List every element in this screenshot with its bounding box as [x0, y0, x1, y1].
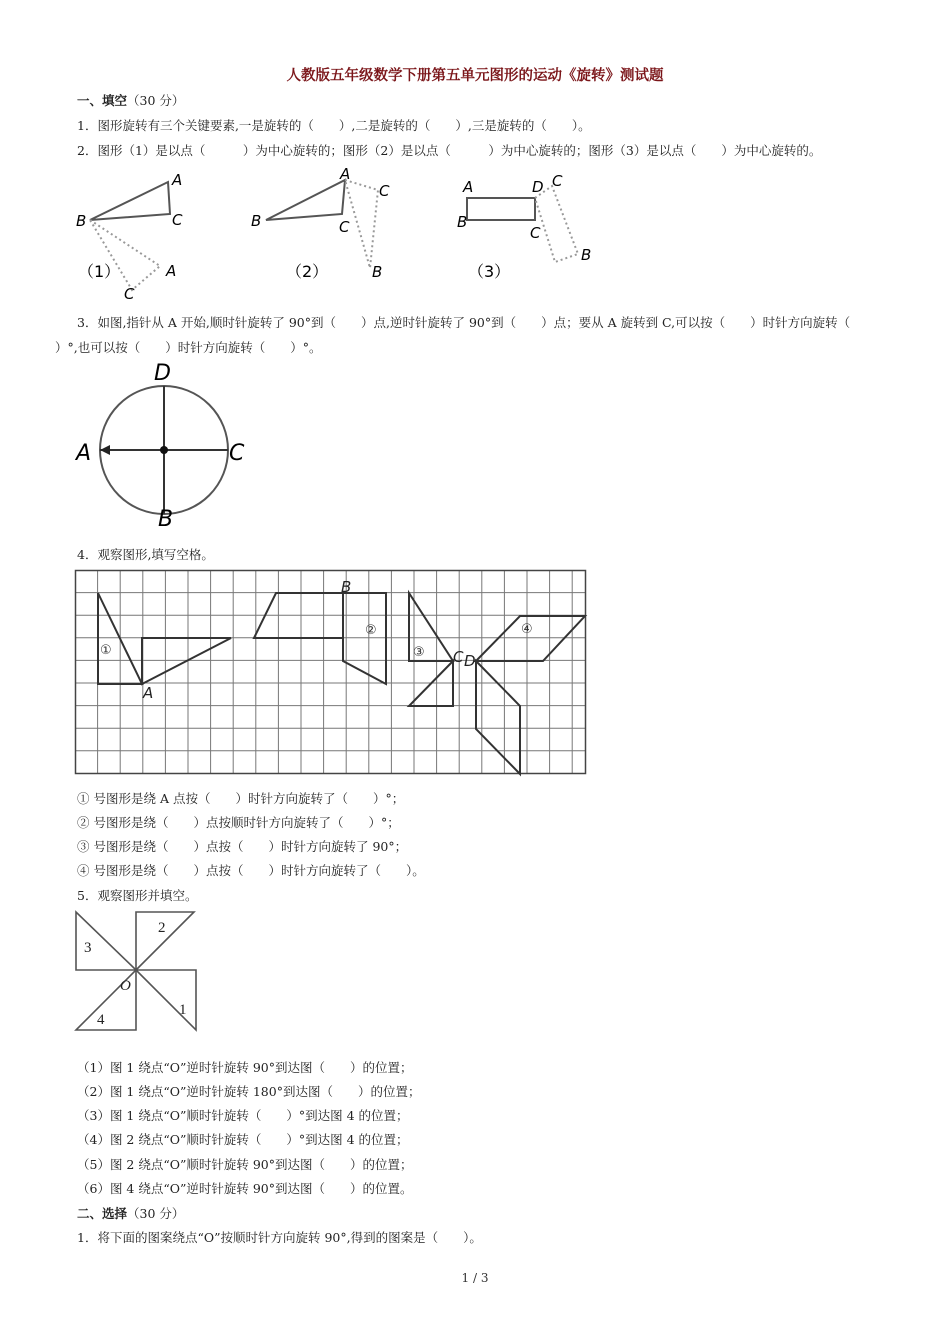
fig1-label-c2: C: [124, 285, 135, 303]
fig1-caption: （1）: [78, 262, 121, 281]
section-2-label: 二、选择: [77, 1206, 128, 1221]
question-3-line-1: 3．如图,指针从 A 开始,顺时针旋转了 90°到（ ）点,逆时针旋转了 90°到（ ）点；要从 A 旋转到 C,可以按（ ）时针方向旋转（: [77, 315, 851, 330]
fig3-label-c: C: [530, 224, 541, 242]
section-2-heading: [77, 1206, 184, 1222]
fig1-label-a2: A: [166, 262, 177, 280]
q5-item-4: （4）图 2 绕点“O”顺时针旋转（ ）°到达图 4 的位置；: [77, 1132, 409, 1147]
clock-label-left: A: [76, 441, 92, 466]
fig3-label-a: A: [463, 178, 474, 196]
pinwheel-center-label: O: [120, 978, 131, 994]
fig1-label-c: C: [172, 211, 183, 229]
pinwheel-figure: [74, 910, 204, 1035]
section-2-points: （30 分）: [127, 1206, 185, 1221]
fig3-label-b: B: [457, 213, 468, 231]
section-1-heading: [77, 93, 184, 109]
question-4: 4．观察图形,填写空格。: [77, 547, 214, 562]
q4-answer-3: ③ 号图形是绕（ ）点按（ ）时针方向旋转了 90°；: [77, 839, 408, 854]
clock-label-bottom: B: [158, 507, 174, 532]
section-1-label: 一、填空: [77, 93, 128, 108]
q5-item-1: （1）图 1 绕点“O”逆时针旋转 90°到达图（ ）的位置；: [77, 1060, 413, 1075]
section-1-points: （30 分）: [127, 93, 185, 108]
clock-label-top: D: [154, 361, 171, 386]
shape-number-2: ②: [365, 623, 377, 638]
question-5: 5．观察图形并填空。: [77, 888, 198, 903]
grid-label-d: D: [464, 652, 476, 670]
fig2-label-a: A: [340, 165, 351, 183]
question-3-line-2: ）°,也可以按（ ）时针方向旋转（ ）°。: [55, 340, 322, 355]
clock-label-right: C: [229, 441, 245, 466]
q4-answer-1: ① 号图形是绕 A 点按（ ）时针方向旋转了（ ）°；: [77, 791, 405, 806]
pinwheel-number-2: 2: [158, 920, 166, 936]
q5-item-6: （6）图 4 绕点“O”逆时针旋转 90°到达图（ ）的位置。: [77, 1181, 413, 1196]
q4-answer-2: ② 号图形是绕（ ）点按顺时针方向旋转了（ ）°；: [77, 815, 400, 830]
fig2-label-b2: B: [372, 263, 383, 281]
fig3-label-b2: B: [581, 246, 592, 264]
clock-figure: [72, 360, 262, 530]
figure-2: [251, 165, 390, 281]
page-number: 1 / 3: [461, 1271, 489, 1285]
fig3-label-c2: C: [552, 172, 563, 190]
shape-number-3: ③: [413, 645, 425, 660]
grid-label-b: B: [341, 578, 352, 596]
question-1: 1．图形旋转有三个关键要素,一是旋转的（ ）,二是旋转的（ ）,三是旋转的（ ）。: [77, 118, 591, 133]
shape-number-1: ①: [100, 643, 112, 658]
question-2: 2．图形（1）是以点（ ）为中心旋转的；图形（2）是以点（ ）为中心旋转的；图形（3）是以点（ ）为中心旋转的。: [77, 143, 822, 158]
fig2-label-b: B: [251, 212, 262, 230]
pinwheel-number-1: 1: [179, 1002, 187, 1018]
rotation-figures: [60, 165, 620, 303]
shape-number-4: ④: [521, 622, 533, 637]
fig3-label-d: D: [532, 178, 544, 196]
pinwheel-number-4: 4: [97, 1012, 105, 1028]
fig3-caption: （3）: [468, 262, 511, 281]
fig1-label-a: A: [172, 171, 183, 189]
grid-label-a: A: [143, 684, 154, 702]
fig1-label-b: B: [76, 212, 87, 230]
grid-figure: [75, 570, 587, 776]
figure-1: [76, 171, 183, 303]
q4-answer-4: ④ 号图形是绕（ ）点按（ ）时针方向旋转了（ ）。: [77, 863, 425, 878]
figure-3: [457, 172, 591, 281]
fig2-label-c2: C: [379, 182, 390, 200]
page-title: 人教版五年级数学下册第五单元图形的运动《旋转》测试题: [286, 68, 664, 84]
q5-item-5: （5）图 2 绕点“O”顺时针旋转 90°到达图（ ）的位置；: [77, 1157, 413, 1172]
q5-item-3: （3）图 1 绕点“O”顺时针旋转（ ）°到达图 4 的位置；: [77, 1108, 409, 1123]
fig2-label-c: C: [339, 218, 350, 236]
grid-label-c: C: [453, 648, 464, 666]
q5-item-2: （2）图 1 绕点“O”逆时针旋转 180°到达图（ ）的位置；: [77, 1084, 421, 1099]
pinwheel-number-3: 3: [84, 940, 92, 956]
fig2-caption: （2）: [286, 262, 329, 281]
section-2-question-1: 1．将下面的图案绕点“O”按顺时针方向旋转 90°,得到的图案是（ ）。: [77, 1230, 482, 1245]
